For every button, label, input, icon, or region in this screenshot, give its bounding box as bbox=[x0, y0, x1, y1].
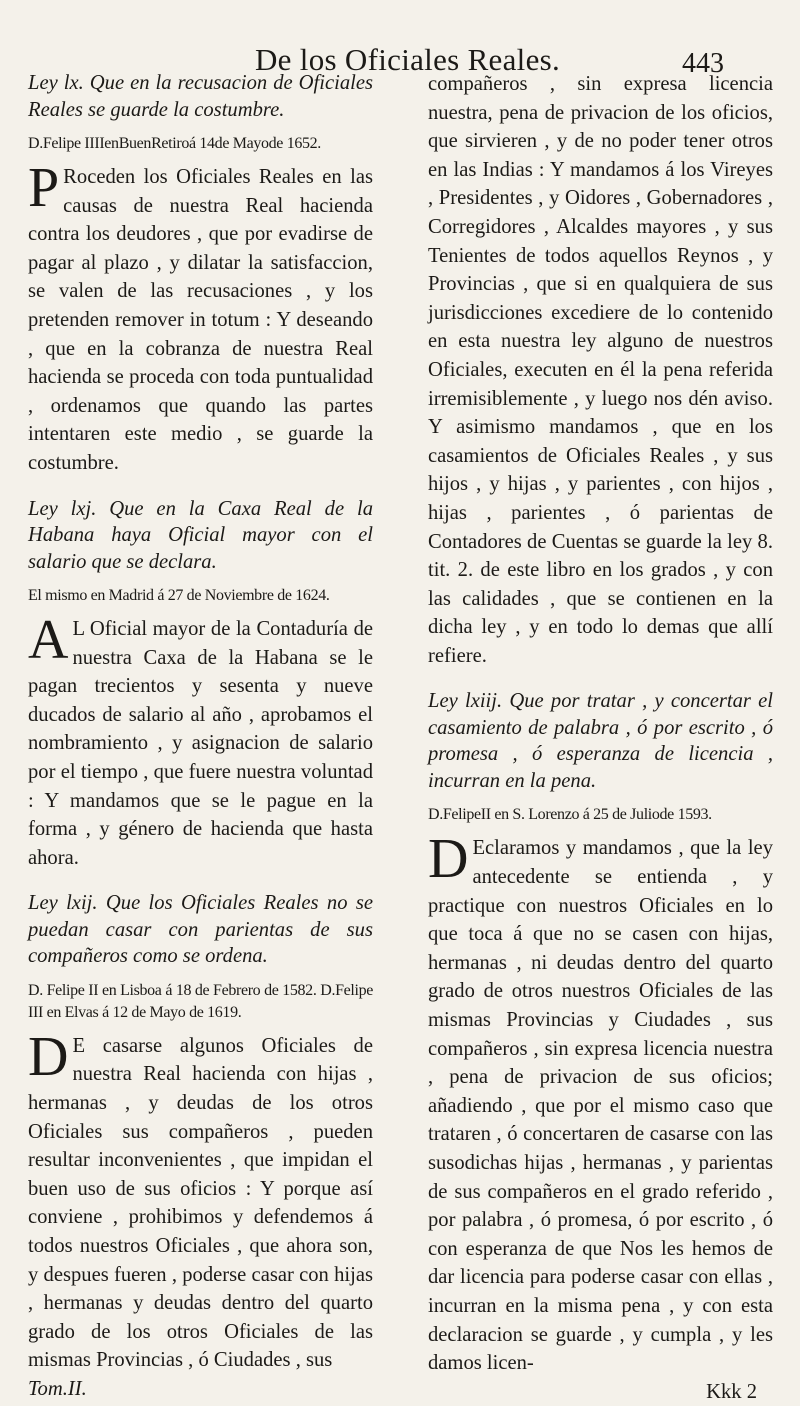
law-body: Roceden los Oficiales Reales en las causas de nuestra Real hacienda contra los deudores , que por evadirse de pagar al plazo , y dilatar la satisfaccion, se valen de las recusaciones , y los pretenden remover in totum : Y deseando , que en la cobranza de nuestra Real hacienda se proceda con toda puntualidad , ordenamos que quando las partes intentaren este medio , se guarde la costumbre. bbox=[28, 166, 373, 474]
right-footer bbox=[428, 1378, 773, 1406]
drop-cap-initial: P bbox=[28, 157, 60, 219]
law-body: E casarse algunos Oficiales de nuestra Real hacienda con hijas , hermanas , y deudas de los otros Oficiales sus compañeros , pueden resultar inconvenientes , que impidan el buen uso de sus oficios : Y porque así conviene , prohibimos y defendemos á todos nuestros Oficiales , que ahora son, y despues fueren , poderse casar con hijas , hermanas y deudas dentro del quarto grado de los otros Oficiales de las mismas Provincias , ó Ciudades , sus bbox=[28, 1034, 373, 1372]
law-source: D.FelipeII en S. Lorenzo á 25 de Juliode 1593. bbox=[428, 806, 712, 824]
law-body: Eclaramos y mandamos , que la ley antecedente se entienda , y practique con nuestros Oficiales en lo que toca á que no se casen con hijas, hermanas , ni deudas dentro del quarto grado de otros nuestros Oficiales de las mismas Provincias y Ciudades , sus compañeros , sin expresa licencia nuestra , pena de privacion de sus oficios; añadiendo , que por el mismo caso que trataren , ó concertaren de casarse con las susodichas hijas , hermanas , y parientas de sus compañeros en el grado referido , por palabra , ó promesa, ó por escrito , ó con esperanza de que Nos les hemos de dar licencia para poderse casar con ellas , incurran en la misma pena , y con esta declaracion se guarde , y cumpla , y les damos licen- bbox=[428, 837, 773, 1375]
running-title: De los Oficiales Reales. bbox=[255, 42, 561, 77]
law-source: El mismo en Madrid á 27 de Noviembre de 1624. bbox=[28, 587, 330, 605]
volume-signature: Tom.II. bbox=[28, 1378, 87, 1400]
law-text bbox=[28, 157, 373, 478]
drop-cap-initial: A bbox=[28, 609, 69, 672]
law-title: Ley lxij. Que los Oficiales Reales no se puedan casar con parientas de sus compañeros como se ordena. bbox=[28, 892, 373, 968]
law-lxj bbox=[28, 496, 373, 873]
page-number: 443 bbox=[682, 48, 724, 79]
right-column bbox=[428, 70, 773, 1406]
law-title: Ley lx. Que en la recusacion de Oficiales Reales se guarde la costumbre. bbox=[28, 72, 373, 121]
law-source: D.Felipe IIIIenBuenRetiroá 14de Mayode 1652. bbox=[28, 135, 321, 152]
drop-cap-initial: D bbox=[28, 1025, 69, 1088]
drop-cap-initial: D bbox=[428, 828, 469, 891]
law-title: Ley lxiij. Que por tratar , y concertar el casamiento de palabra , ó por escrito , ó promesa , ó esperanza de licencia , incurran en la pena. bbox=[428, 690, 773, 792]
signature-mark: Kkk 2 bbox=[706, 1380, 757, 1403]
law-body: L Oficial mayor de la Contaduría de nuestra Caxa de la Habana se le pagan trecientos y sesenta y nueve ducados de salario al año , aprobamos el nombramiento , y asignacion de salario por el tiempo , que fuere nuestra voluntad : Y mandamos que se le pague en la forma , y género de hacienda que hasta ahora. bbox=[28, 618, 373, 869]
law-lxiij bbox=[428, 688, 773, 1377]
law-text bbox=[28, 1025, 373, 1375]
law-text bbox=[428, 828, 773, 1377]
law-lx bbox=[28, 70, 373, 478]
left-column bbox=[28, 70, 373, 1403]
law-continuation: compañeros , sin expresa licencia nuestra, pena de privacion de los oficios, que sirvieren , y de no poder tener otros en las Indias : Y mandamos á los Vireyes , Presidentes , y Oidores , Gobernadores , Corregidores , Alcaldes mayores , y sus Tenientes de todos aquellos Reynos , y Provincias , que si en qualquiera de sus jurisdicciones excediere de lo contenido en esta nuestra ley alguno de nuestros Oficiales, executen en él la pena referida irremisiblemente , y luego nos dén aviso. Y asimismo mandamos , que en los casamientos de Oficiales Reales , y sus hijos , y hijas , y parientes , con hijos , hijas , parientes , ó parientas de Contadores de Cuentas se guarde la ley 8. tit. 2. de este libro en los grados , y con las calidades , que se contienen en la dicha ley , y en todo lo demas que allí refiere. bbox=[428, 73, 773, 667]
law-source: D. Felipe II en Lisboa á 18 de Febrero de 1582. D.Felipe III en Elvas á 12 de Mayo de 1619. bbox=[28, 981, 373, 1021]
law-text bbox=[28, 609, 373, 872]
law-title: Ley lxj. Que en la Caxa Real de la Habana haya Oficial mayor con el salario que se declara. bbox=[28, 497, 373, 573]
left-footer bbox=[28, 1375, 373, 1403]
law-lxij bbox=[28, 890, 373, 1375]
